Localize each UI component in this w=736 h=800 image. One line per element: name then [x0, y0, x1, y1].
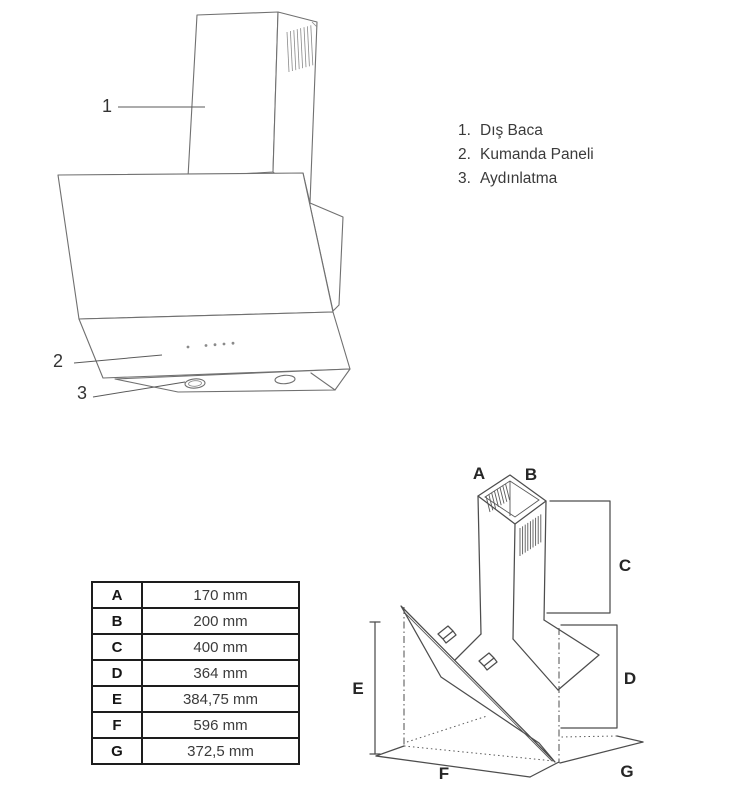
dim-label-E: E	[352, 679, 364, 698]
dim-bracket-D	[561, 625, 617, 728]
dim-line-E	[370, 622, 380, 754]
dim-glass-thickness-line	[404, 612, 552, 761]
dim-value: 372,5 mm	[142, 738, 299, 764]
table-row	[92, 738, 299, 764]
table-row	[92, 660, 299, 686]
dim-label-B: B	[524, 465, 538, 484]
table-row	[92, 608, 299, 634]
dim-value: 200 mm	[142, 608, 299, 634]
legend-item	[458, 143, 594, 167]
dim-bracket-1	[438, 626, 456, 643]
dim-chimney-left-edge	[478, 496, 481, 634]
dim-key: A	[92, 582, 142, 608]
dim-key: B	[92, 608, 142, 634]
dim-chimney-right-edge	[544, 501, 546, 620]
legend-item-number: 3.	[458, 170, 471, 187]
dim-key: G	[92, 738, 142, 764]
table-row	[92, 634, 299, 660]
legend-item	[458, 119, 594, 143]
dim-chimney-front-edge	[513, 524, 515, 639]
legend-item-label: Kumanda Paneli	[480, 146, 594, 163]
dim-bracket-2	[479, 653, 497, 670]
dim-key: F	[92, 712, 142, 738]
dim-label-C: C	[618, 556, 632, 575]
callout-3: 3	[76, 383, 88, 403]
dim-key: E	[92, 686, 142, 712]
dim-value: 170 mm	[142, 582, 299, 608]
legend-item-label: Dış Baca	[480, 122, 543, 139]
legend-item-number: 1.	[458, 122, 471, 139]
dim-bracket-C	[547, 501, 610, 613]
dim-value: 384,75 mm	[142, 686, 299, 712]
dim-ground-outline	[376, 736, 643, 777]
legend-item-label: Aydınlatma	[480, 170, 558, 187]
dim-label-G: G	[620, 762, 634, 781]
dim-chimney-vent-slats	[520, 514, 541, 556]
legend	[458, 119, 594, 191]
dimension-diagram	[345, 450, 736, 795]
callout-2: 2	[52, 351, 64, 371]
glass-front-panel	[58, 173, 333, 319]
table-row	[92, 686, 299, 712]
callout-1: 1	[101, 96, 113, 116]
hood-illustration	[30, 0, 380, 420]
legend-item-number: 2.	[458, 146, 471, 163]
dim-glass-panel	[401, 606, 555, 762]
dim-labels	[352, 464, 636, 783]
dim-key: C	[92, 634, 142, 660]
table-row	[92, 712, 299, 738]
dim-label-F: F	[438, 764, 450, 783]
dim-value: 364 mm	[142, 660, 299, 686]
dim-value: 596 mm	[142, 712, 299, 738]
dim-label-A: A	[472, 464, 486, 483]
table-row	[92, 582, 299, 608]
chimney-front-face	[188, 12, 278, 177]
dim-label-D: D	[623, 669, 637, 688]
dimensions-table	[91, 581, 300, 765]
dim-value: 400 mm	[142, 634, 299, 660]
legend-item	[458, 167, 594, 191]
dim-key: D	[92, 660, 142, 686]
